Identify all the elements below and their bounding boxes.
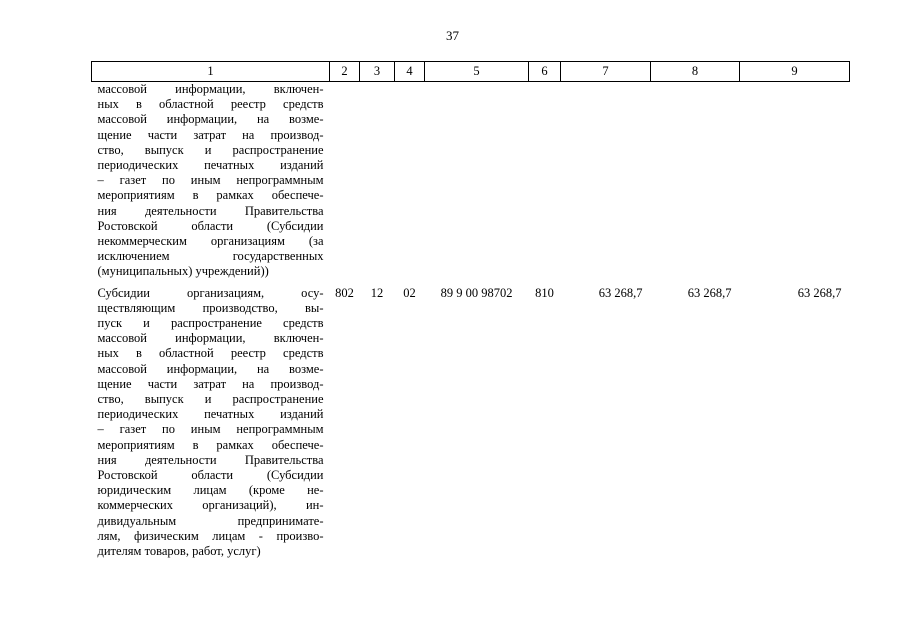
- description-line: мероприятиям в рамках обеспече-: [97, 437, 324, 452]
- column-header-9: 9: [740, 62, 850, 82]
- description-line: лям, физическим лицам - произво-: [97, 528, 324, 543]
- target-article-code: [425, 82, 529, 280]
- description-line: массовой информации, включен-: [97, 82, 324, 96]
- ved-code: 802: [335, 285, 354, 300]
- description-line: ных в областной реестр средств: [97, 346, 324, 361]
- table-row: [92, 82, 850, 280]
- amount-year-2: [651, 82, 740, 280]
- description-line: Ростовской области (Субсидии: [97, 468, 324, 483]
- description-line: коммерческих организаций), ин-: [97, 498, 324, 513]
- description-line: массовой информации, на возме-: [97, 112, 324, 127]
- expense-type-code: [529, 82, 561, 280]
- description-line: щение части затрат на производ-: [97, 127, 324, 142]
- description-line: массовой информации, включен-: [97, 331, 324, 346]
- row-description: [92, 280, 330, 560]
- description-line: дивидуальным предпринимате-: [97, 513, 324, 528]
- amount-year-3: [740, 82, 850, 280]
- description-line: (муниципальных) учреждений)): [97, 264, 269, 279]
- description-line: – газет по иным непрограммным: [97, 173, 324, 188]
- ved-code: [330, 82, 360, 280]
- amount-year-1: [561, 82, 651, 280]
- amount-year-2: 63 268,7: [687, 285, 732, 300]
- column-header-3: 3: [360, 62, 395, 82]
- description-line: исключением государственных: [97, 249, 324, 264]
- table-header-row: [92, 62, 850, 82]
- column-header-2: 2: [330, 62, 360, 82]
- description-line: некоммерческим организациям (за: [97, 234, 324, 249]
- table-row: [92, 280, 850, 560]
- description-line: ния деятельности Правительства: [97, 452, 324, 467]
- description-line: ния деятельности Правительства: [97, 203, 324, 218]
- budget-table: [91, 61, 850, 559]
- description-line: пуск и распространение средств: [97, 316, 324, 331]
- target-article-code: 89 9 00 98702: [440, 285, 513, 300]
- page-number: 37: [446, 28, 459, 43]
- description-line: Субсидии организациям, осу-: [97, 285, 324, 300]
- description-line: юридическим лицам (кроме не-: [97, 483, 324, 498]
- description-line: Ростовской области (Субсидии: [97, 218, 324, 233]
- description-line: периодических печатных изданий: [97, 407, 324, 422]
- subsection-code: 02: [403, 285, 416, 300]
- column-header-1: 1: [92, 62, 330, 82]
- description-line: мероприятиям в рамках обеспече-: [97, 188, 324, 203]
- description-line: щение части затрат на производ-: [97, 376, 324, 391]
- description-line: ществляющим производство, вы-: [97, 300, 324, 315]
- expense-type-code: 810: [535, 285, 554, 300]
- description-line: периодических печатных изданий: [97, 158, 324, 173]
- column-header-4: 4: [395, 62, 425, 82]
- description-line: дителям товаров, работ, услуг): [97, 544, 261, 559]
- column-header-7: 7: [561, 62, 651, 82]
- description-line: ство, выпуск и распространение: [97, 392, 324, 407]
- row-description: [92, 82, 330, 280]
- amount-year-3: 63 268,7: [797, 285, 842, 300]
- subsection-code: [395, 82, 425, 280]
- description-line: ство, выпуск и распространение: [97, 142, 324, 157]
- description-line: массовой информации, на возме-: [97, 361, 324, 376]
- column-header-8: 8: [651, 62, 740, 82]
- description-line: – газет по иным непрограммным: [97, 422, 324, 437]
- description-line: ных в областной реестр средств: [97, 97, 324, 112]
- column-header-5: 5: [425, 62, 529, 82]
- section-code: 12: [370, 285, 384, 300]
- column-header-6: 6: [529, 62, 561, 82]
- amount-year-1: 63 268,7: [598, 285, 643, 300]
- section-code: [360, 82, 395, 280]
